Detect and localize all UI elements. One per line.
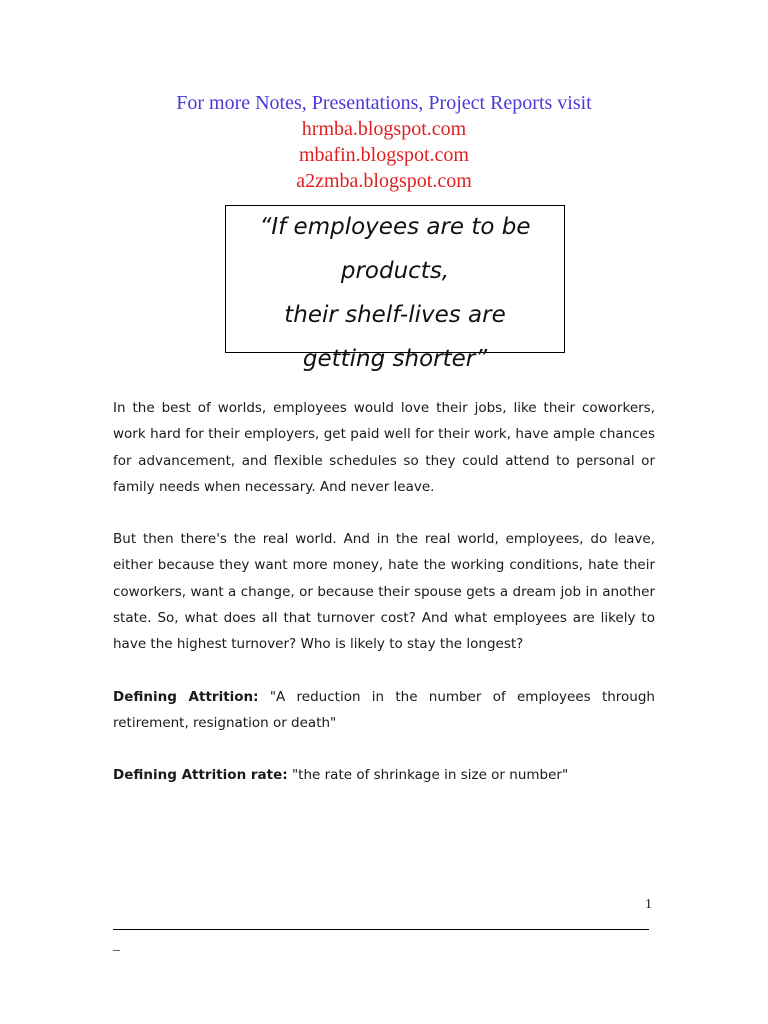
footer-dash: _ <box>113 938 120 953</box>
paragraph: In the best of worlds, employees would love their jobs, like their coworkers, work hard for their employers, get paid well for their work, have ample chances for advancement, and flexible schedules so they could attend to personal or family needs when necessary. And never leave. <box>113 400 655 495</box>
document-body <box>113 395 655 815</box>
definition-term: Defining Attrition: <box>113 688 259 705</box>
promo-header <box>0 90 768 194</box>
definition-text: "the rate of shrinkage in size or number" <box>287 767 569 784</box>
quote-line: getting shorter” <box>302 346 488 372</box>
quote-line: their shelf-lives are <box>284 302 506 328</box>
definition-text: "A reduction in the number of employees through retirement, resignation or death" <box>113 688 655 731</box>
footer-rule <box>113 929 649 930</box>
definition-term: Defining Attrition rate: <box>113 767 288 784</box>
site-link-mbafin[interactable]: mbafin.blogspot.com <box>299 144 469 166</box>
site-link-a2zmba[interactable]: a2zmba.blogspot.com <box>296 170 472 192</box>
definition-attrition-rate <box>113 762 655 788</box>
definition-attrition <box>113 684 655 737</box>
page-number: 1 <box>645 897 652 912</box>
paragraph: But then there's the real world. And in the real world, employees, do leave, either because they want more money, hate the working conditions, hate their coworkers, want a change, or because their spouse gets a dream job in another state. So, what does all that turnover cost? And what employees are likely to have the highest turnover? Who is likely to stay the longest? <box>113 531 655 653</box>
site-link-hrmba[interactable]: hrmba.blogspot.com <box>301 118 467 140</box>
quote-line: products, <box>340 258 450 284</box>
promo-text: For more Notes, Presentations, Project Reports visit <box>176 92 592 114</box>
quote-line: “If employees are to be <box>259 214 531 240</box>
quote-text <box>180 205 610 381</box>
